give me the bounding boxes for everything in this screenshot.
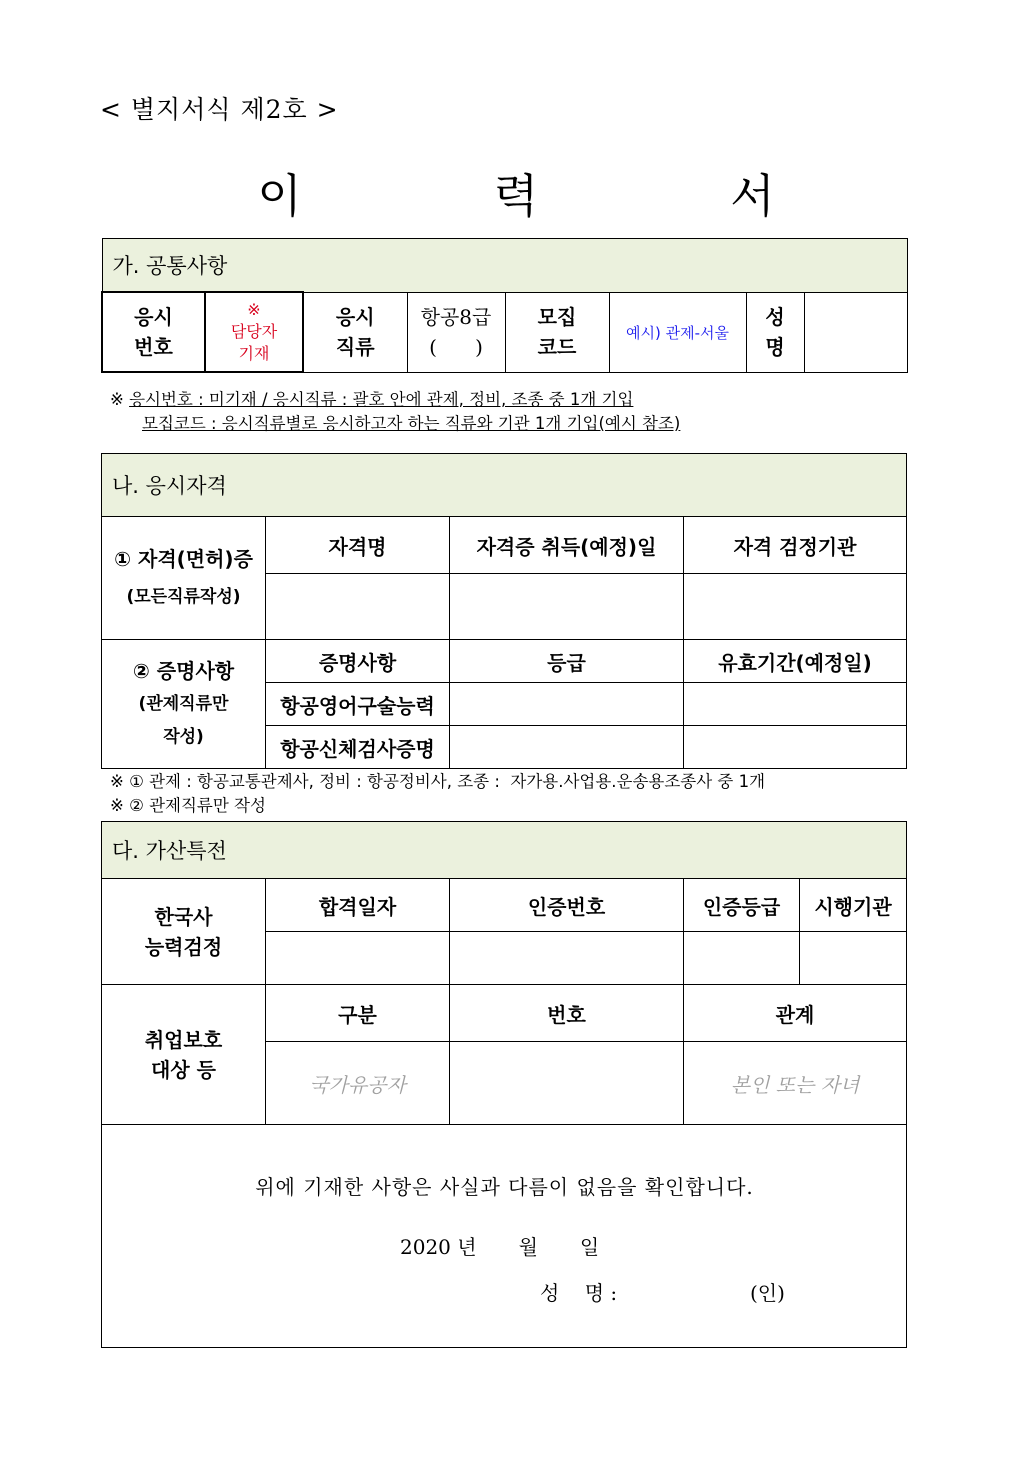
exam-number-label-line1: 응시 [134, 305, 173, 329]
qualification-row-label [102, 517, 266, 640]
certificate-label-line3: 작성) [163, 726, 204, 747]
section-a-table [101, 238, 908, 373]
note-a-line2: 모집코드 : 응시직류별로 응시하고자 하는 직류와 기관 1개 기입(예시 참조) [142, 414, 681, 433]
title-char-3: 서 [730, 169, 775, 223]
exam-number-note-line1: 담당자 [230, 322, 278, 341]
exam-number-label-line2: 번호 [134, 335, 173, 359]
employment-number-field[interactable] [450, 1042, 684, 1125]
certificate-row-label [102, 640, 266, 769]
section-c-table [101, 821, 907, 1348]
exam-number-note-line2: 기재 [238, 344, 270, 363]
certificate-label-line2: (관제직류만 [138, 693, 229, 714]
certificate-english-grade-field[interactable] [450, 683, 684, 726]
history-cert-grade-field[interactable] [684, 932, 800, 985]
recruit-code-label-line2: 코드 [537, 335, 577, 359]
job-category-value-line2: ( ) [429, 335, 483, 359]
employment-type-field[interactable] [266, 1042, 450, 1125]
employment-label-line1: 취업보호 [144, 1027, 223, 1052]
employment-label-line2: 대상 등 [151, 1057, 216, 1082]
note-a-line1-wrap [110, 388, 680, 412]
employment-relation-example: 본인 또는 자녀 [730, 1072, 860, 1097]
date-day[interactable]: 일 [579, 1235, 600, 1259]
section-a-header: 가. 공통사항 [102, 239, 907, 293]
confirmation-statement: 위에 기재한 사항은 사실과 다름이 없음을 확인합니다. [255, 1175, 754, 1199]
exam-number-field[interactable] [205, 292, 303, 372]
note-b-line1: ※ ① 관제 : 항공교통관제사, 정비 : 항공정비사, 조종 : 자가용.사업용.운송용조종사 중 1개 [110, 772, 766, 791]
certificate-col-grade: 등급 [450, 640, 684, 683]
certificate-english-validity-field[interactable] [684, 683, 907, 726]
recruit-code-example: 예시) 관제-서울 [626, 323, 729, 342]
history-col-agency: 시행기관 [800, 879, 907, 932]
qualification-label-line1: ① 자격(면허)증 [114, 547, 253, 571]
qualification-col-agency: 자격 검정기관 [684, 517, 907, 574]
exam-number-mark: ※ [247, 300, 261, 319]
document-title [0, 160, 1032, 226]
signature-label: 성 명 : [540, 1281, 618, 1305]
date-month[interactable]: 월 [518, 1235, 538, 1259]
certificate-medical-validity-field[interactable] [684, 726, 907, 769]
history-col-cert-number: 인증번호 [450, 879, 684, 932]
exam-number-label [102, 292, 205, 372]
title-char-1: 이 [257, 169, 302, 223]
job-category-value-line1: 항공8급 [420, 305, 492, 329]
section-b-table [101, 453, 907, 769]
date-year: 2020 년 [400, 1235, 477, 1259]
certificate-label-line1: ② 증명사항 [132, 658, 235, 683]
job-category-label-line1: 응시 [335, 305, 375, 329]
job-category-label [303, 292, 407, 372]
title-char-2: 력 [493, 169, 539, 223]
recruit-code-field[interactable] [609, 292, 746, 372]
qualification-col-date: 자격증 취득(예정)일 [450, 517, 684, 574]
certificate-item-english: 항공영어구술능력 [266, 683, 450, 726]
name-field[interactable] [804, 292, 907, 372]
history-agency-field[interactable] [800, 932, 907, 985]
certificate-col-item: 증명사항 [266, 640, 450, 683]
note-b [110, 770, 765, 818]
history-col-cert-grade: 인증등급 [684, 879, 800, 932]
section-b-header: 나. 응시자격 [102, 454, 907, 517]
recruit-code-label [505, 292, 609, 372]
recruit-code-label-line1: 모집 [537, 305, 577, 329]
certificate-item-medical: 항공신체검사증명 [266, 726, 450, 769]
note-b-line2: ※ ② 관제직류만 작성 [110, 796, 266, 815]
employment-col-number: 번호 [450, 985, 684, 1042]
employment-type-example: 국가유공자 [309, 1072, 406, 1097]
note-a [110, 388, 680, 436]
signature-line [540, 1277, 785, 1306]
confirmation-date [400, 1231, 641, 1260]
certificate-medical-grade-field[interactable] [450, 726, 684, 769]
korean-history-label-line2: 능력검정 [144, 934, 223, 959]
form-label: < 별지서식 제2호 > [100, 95, 339, 124]
history-pass-date-field[interactable] [266, 932, 450, 985]
note-a-line1: 응시번호 : 미기재 / 응시직류 : 괄호 안에 관제, 정비, 조종 중 1개 기입 [129, 390, 634, 409]
name-label [746, 292, 804, 372]
job-category-label-line2: 직류 [335, 335, 375, 359]
note-a-line2-wrap [110, 412, 680, 436]
employment-relation-field[interactable] [684, 1042, 907, 1125]
history-cert-number-field[interactable] [450, 932, 684, 985]
confirmation-block [102, 1125, 907, 1348]
korean-history-label [102, 879, 266, 985]
history-col-pass-date: 합격일자 [266, 879, 450, 932]
note-a-prefix: ※ [110, 390, 124, 409]
qualification-agency-field[interactable] [684, 574, 907, 640]
korean-history-label-line1: 한국사 [154, 904, 213, 929]
section-c-header: 다. 가산특전 [102, 822, 907, 879]
certificate-col-validity: 유효기간(예정일) [684, 640, 907, 683]
seal-mark[interactable]: (인) [750, 1281, 785, 1305]
qualification-col-name: 자격명 [266, 517, 450, 574]
name-label-line2: 명 [765, 335, 785, 359]
employment-col-relation: 관계 [684, 985, 907, 1042]
qualification-date-field[interactable] [450, 574, 684, 640]
qualification-name-field[interactable] [266, 574, 450, 640]
employment-col-type: 구분 [266, 985, 450, 1042]
job-category-field[interactable] [407, 292, 505, 372]
name-label-line1: 성 [765, 305, 785, 329]
employment-protection-label [102, 985, 266, 1125]
qualification-label-line2: (모든직류작성) [126, 587, 241, 607]
